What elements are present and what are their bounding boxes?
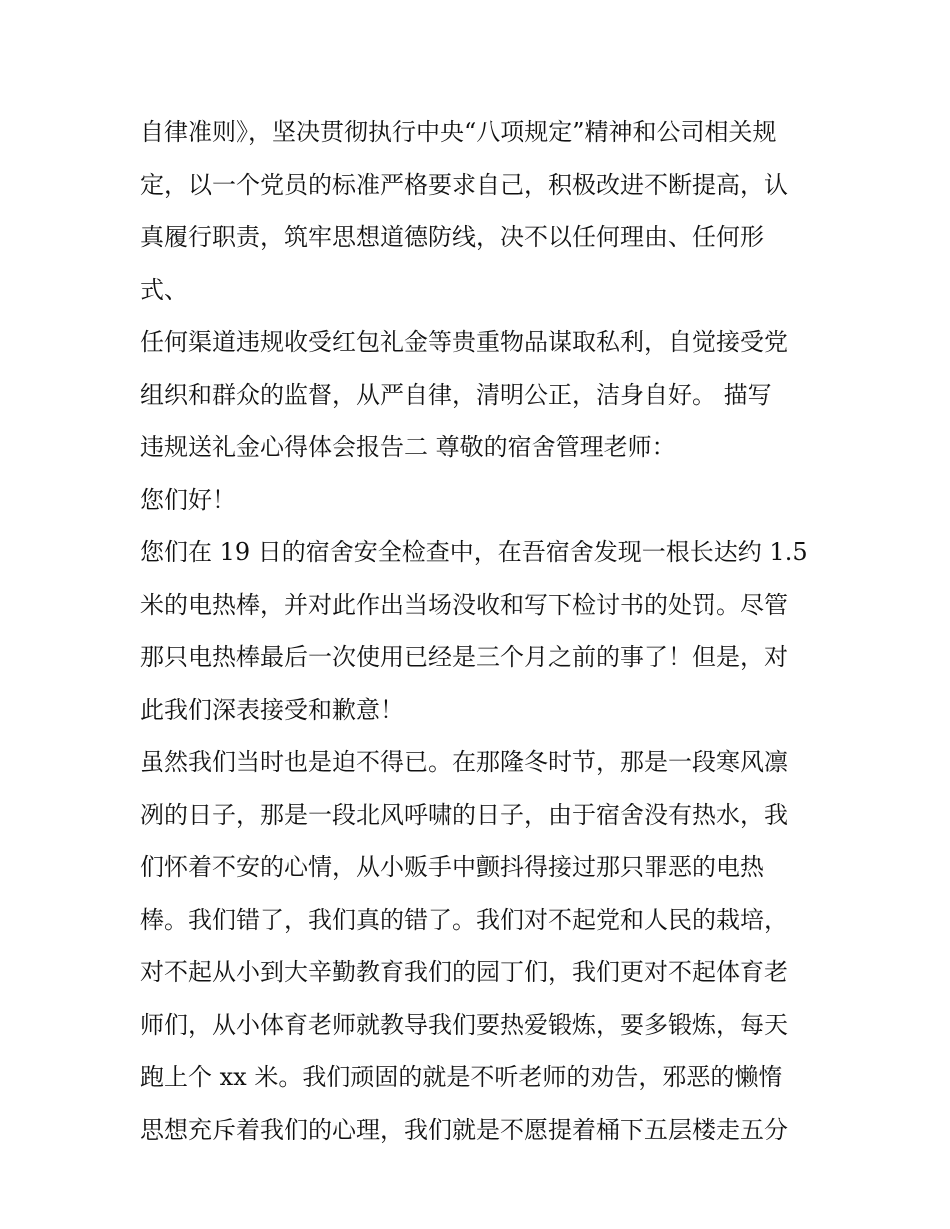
text-line: 跑上个 xx 米。我们顽固的就是不听老师的劝告，邪恶的懒惰 (140, 1063, 783, 1091)
text-line: 式、 (140, 275, 188, 304)
text-line: 此我们深表接受和歉意！ (140, 695, 404, 724)
text-line: 师们，从小体育老师就教导我们要热爱锻炼，要多锻炼，每天 (140, 1010, 788, 1039)
body-text (140, 106, 820, 1156)
text-line: 棒。我们错了，我们真的错了。我们对不起党和人民的栽培， (140, 905, 788, 934)
text-line: 任何渠道违规收受红包礼金等贵重物品谋取私利，自觉接受党 (140, 328, 788, 356)
text-line: 您们好！ (140, 485, 236, 514)
text-line: 您们在 19 日的宿舍安全检查中，在吾宿舍发现一根长达约 1.5 (140, 538, 808, 566)
text-line: 冽的日子，那是一段北风呼啸的日子，由于宿舍没有热水，我 (140, 800, 788, 829)
text-line: 真履行职责，筑牢思想道德防线，决不以任何理由、任何形 (140, 223, 764, 251)
text-line: 那只电热棒最后一次使用已经是三个月之前的事了！但是，对 (140, 643, 788, 671)
text-line: 违规送礼金心得体会报告二 尊敬的宿舍管理老师： (140, 433, 676, 461)
text-line: 们怀着不安的心情，从小贩手中颤抖得接过那只罪恶的电热 (140, 853, 764, 881)
text-line: 对不起从小到大辛勤教育我们的园丁们，我们更对不起体育老 (140, 958, 788, 986)
text-line: 定，以一个党员的标准严格要求自己，积极改进不断提高，认 (140, 170, 788, 199)
text-line: 米的电热棒，并对此作出当场没收和写下检讨书的处罚。尽管 (140, 590, 788, 619)
text-line: 虽然我们当时也是迫不得已。在那隆冬时节，那是一段寒风凛 (140, 748, 788, 776)
text-line: 思想充斥着我们的心理，我们就是不愿提着桶下五层楼走五分 (140, 1115, 788, 1144)
text-line: 组织和群众的监督，从严自律，清明公正，洁身自好。 描写 (140, 380, 772, 409)
text-line: 自律准则》，坚决贯彻执行中央“八项规定”精神和公司相关规 (140, 118, 777, 146)
